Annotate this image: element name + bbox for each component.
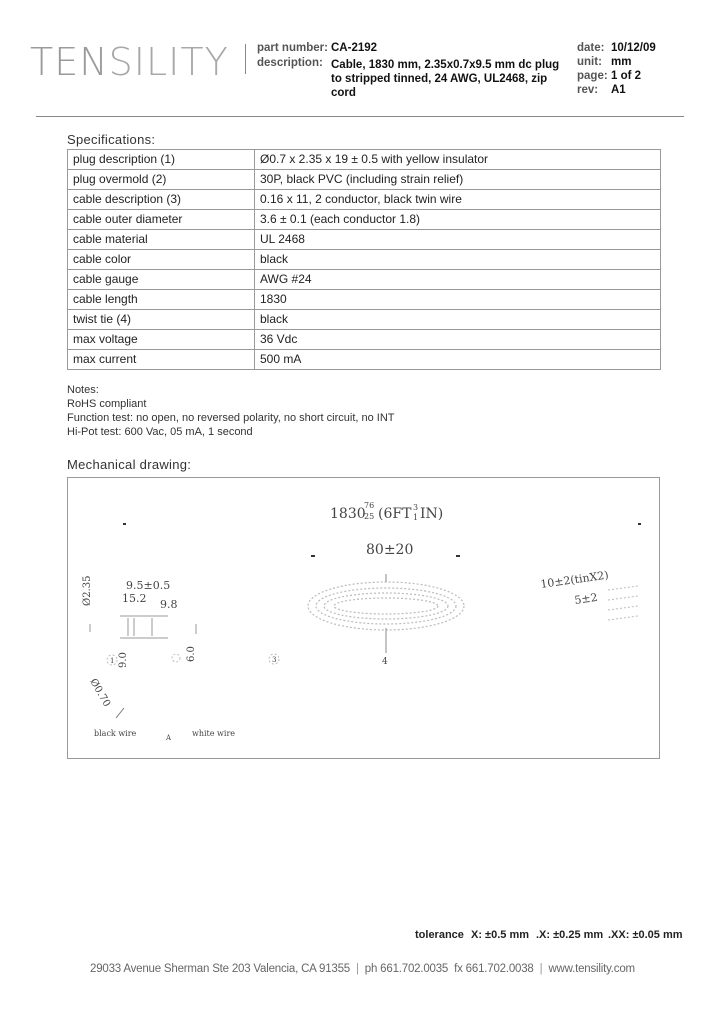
plug-length: 9.5±0.5 xyxy=(126,579,171,592)
spec-key: cable gauge xyxy=(68,270,255,290)
spec-value: Ø0.7 x 2.35 x 19 ± 0.5 with yellow insulator xyxy=(255,150,661,170)
plug-body xyxy=(90,616,196,638)
drawing-title: Mechanical drawing: xyxy=(67,457,192,472)
table-row xyxy=(68,250,661,270)
tolerance-label: tolerance xyxy=(415,929,464,941)
note-line: Function test: no open, no reversed polarity, no short circuit, no INT xyxy=(67,412,395,424)
coiled-cable xyxy=(308,582,464,630)
spec-value: black xyxy=(255,310,661,330)
spec-key: cable length xyxy=(68,290,255,310)
description-line-2: to stripped tinned, 24 AWG, UL2468, zip xyxy=(331,73,548,85)
tie-arrow-right xyxy=(456,555,460,557)
footer xyxy=(90,963,635,975)
footer-separator: | xyxy=(539,963,543,975)
spec-key: plug overmold (2) xyxy=(68,170,255,190)
part-number-label: part number: xyxy=(257,42,328,54)
black-wire-label: black wire xyxy=(94,729,137,738)
dim-arrow-left xyxy=(123,523,126,525)
callout-3-circle xyxy=(172,654,180,662)
spec-value: black xyxy=(255,250,661,270)
tie-arrow-left xyxy=(311,555,315,557)
plug-diameter: Ø2.35 xyxy=(82,575,93,606)
notes-title: Notes: xyxy=(67,384,99,396)
tolerance-x: X: ±0.5 mm xyxy=(471,929,530,941)
spec-key: cable description (3) xyxy=(68,190,255,210)
dim-arrow-right xyxy=(638,523,641,525)
mechanical-drawing xyxy=(67,477,660,759)
header-rule xyxy=(36,116,684,117)
logo-text-suffix: SILITY xyxy=(108,40,229,84)
pin-diameter: Ø0.70 xyxy=(87,677,113,709)
tolerance-x2: .XX: ±0.05 mm xyxy=(608,929,683,941)
footer-address: 29033 Avenue Sherman Ste 203 Valencia, CA 91355 xyxy=(90,963,350,975)
specifications-title: Specifications: xyxy=(67,132,156,147)
table-row xyxy=(68,150,661,170)
footer-phone: ph 661.702.0035 xyxy=(364,963,449,975)
table-row xyxy=(68,330,661,350)
spec-value: 3.6 ± 0.1 (each conductor 1.8) xyxy=(255,210,661,230)
description-line-3: cord xyxy=(331,87,356,99)
footer-fax: fx 661.702.0038 xyxy=(454,963,534,975)
total-tol-lower: 25 xyxy=(364,512,375,521)
spec-value: AWG #24 xyxy=(255,270,661,290)
table-row xyxy=(68,290,661,310)
tolerance-x1: .X: ±0.25 mm xyxy=(536,929,604,941)
overmold-length: 15.2 xyxy=(122,592,147,605)
specifications-table xyxy=(67,149,661,370)
table-row xyxy=(68,190,661,210)
logo-divider xyxy=(245,44,246,74)
callout-4: 4 xyxy=(382,657,388,667)
page-label: page: xyxy=(577,70,608,82)
wire-end xyxy=(608,586,638,620)
table-row xyxy=(68,210,661,230)
unit-value: mm xyxy=(611,56,632,68)
spec-key: plug description (1) xyxy=(68,150,255,170)
spec-value: 500 mA xyxy=(255,350,661,370)
spec-key: cable color xyxy=(68,250,255,270)
table-row xyxy=(68,230,661,250)
spec-value: 1830 xyxy=(255,290,661,310)
date-label: date: xyxy=(577,42,605,54)
part-number-value: CA-2192 xyxy=(331,42,378,54)
total-note-end: IN) xyxy=(420,506,444,522)
drawing-canvas xyxy=(68,478,659,758)
overmold-od: 9.0 xyxy=(118,652,129,668)
description-label: description: xyxy=(257,57,323,69)
total-note: (6FT xyxy=(378,506,412,522)
pin-leader xyxy=(116,708,124,718)
company-logo xyxy=(30,40,229,84)
relief-length: 9.8 xyxy=(160,598,178,611)
white-wire-label: white wire xyxy=(192,729,236,738)
footer-website-link[interactable]: www.tensility.com xyxy=(548,963,635,975)
unit-label: unit: xyxy=(577,56,602,68)
logo-text-prefix: TEN xyxy=(30,40,109,84)
total-note-sub: 1 xyxy=(413,513,419,522)
footer-separator: | xyxy=(356,963,359,975)
tin-dimension: 5±2 xyxy=(573,590,599,607)
notes-block xyxy=(67,383,395,439)
total-note-sup: 3 xyxy=(413,503,419,512)
spec-value: 36 Vdc xyxy=(255,330,661,350)
rev-label: rev: xyxy=(577,84,599,96)
spec-value: UL 2468 xyxy=(255,230,661,250)
spec-key: max current xyxy=(68,350,255,370)
total-length: 1830 xyxy=(330,506,366,522)
tie-dimension: 80±20 xyxy=(366,542,414,558)
callout-3: 3 xyxy=(272,656,277,664)
table-row xyxy=(68,270,661,290)
callout-1: 1 xyxy=(110,657,115,665)
description-line-1: Cable, 1830 mm, 2.35x0.7x9.5 mm dc plug xyxy=(331,59,560,71)
spec-key: max voltage xyxy=(68,330,255,350)
spec-value: 30P, black PVC (including strain relief) xyxy=(255,170,661,190)
spec-value: 0.16 x 11, 2 conductor, black twin wire xyxy=(255,190,661,210)
page-value: 1 of 2 xyxy=(611,70,642,82)
note-line: Hi-Pot test: 600 Vac, 05 mA, 1 second xyxy=(67,426,253,438)
date-value: 10/12/09 xyxy=(611,42,656,54)
note-line: RoHS compliant xyxy=(67,398,147,410)
table-row xyxy=(68,170,661,190)
rev-value: A1 xyxy=(611,84,626,96)
table-row xyxy=(68,350,661,370)
strip-dimension: 10±2(tinX2) xyxy=(539,568,610,591)
table-row xyxy=(68,310,661,330)
callout-a: A xyxy=(166,734,172,742)
total-tol-upper: 76 xyxy=(364,501,375,510)
spec-key: cable outer diameter xyxy=(68,210,255,230)
spec-key: cable material xyxy=(68,230,255,250)
relief-od: 6.0 xyxy=(186,646,197,662)
spec-key: twist tie (4) xyxy=(68,310,255,330)
